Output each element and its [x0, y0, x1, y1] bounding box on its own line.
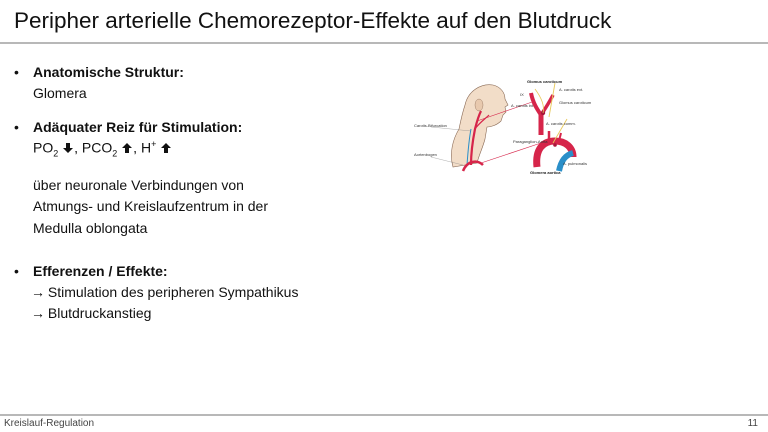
arrow-right-icon: →: [31, 284, 45, 300]
arrow-up-icon: [160, 142, 172, 154]
chemoreceptor-figure: [413, 75, 591, 175]
efferent-text-2: Blutdruckanstieg: [47, 305, 152, 321]
label-glomus-small: Glomus caroticum: [559, 100, 591, 105]
label-glomera-aortica: Glomera aortica: [530, 170, 561, 175]
bullet-anatomy: •: [14, 64, 19, 80]
arrow-right-icon: →: [31, 305, 45, 321]
anatomy-label: Anatomische Struktur:: [33, 64, 184, 80]
label-roman-ix: IX: [520, 92, 524, 97]
h-ion-text: , H: [133, 139, 152, 156]
pco2-subscript: 2: [112, 148, 118, 159]
pco2-text: , PCO: [74, 139, 113, 156]
label-aortenbogen: Aortenbogen: [414, 152, 437, 157]
label-carotis-ext: A. carotis ext.: [559, 87, 584, 92]
label-pulmonalis: A. pulmonalis: [563, 161, 588, 166]
po2-subscript: 2: [53, 148, 59, 159]
bullet-stimulus: •: [14, 119, 19, 135]
glomera-aortica-dot: [553, 143, 557, 147]
po2-text: PO: [33, 139, 54, 156]
efferent-line-2: [31, 305, 151, 321]
arrow-up-icon: [121, 142, 133, 154]
bullet-efferents: •: [14, 263, 19, 279]
footer-title: Kreislauf-Regulation: [4, 418, 95, 429]
pointer-line: [481, 143, 541, 163]
title-divider: [0, 42, 768, 44]
h-ion-superscript: +: [151, 139, 157, 149]
label-carotis-comm: A. carotis comm.: [546, 121, 576, 126]
efferent-line-1: [31, 284, 298, 300]
footer-divider: [0, 414, 768, 416]
efferents-label: Efferenzen / Effekte:: [33, 263, 168, 279]
stimulus-line-1: über neuronale Verbindungen von: [33, 177, 244, 193]
label-paraganglion: Paraganglion-Aorta: [513, 139, 548, 144]
label-carotis-bifurcation: Carotis-Bifurcation: [414, 123, 447, 128]
stimulus-formula: [33, 139, 172, 158]
page-number: 11: [747, 418, 758, 429]
stimulus-line-2: Atmungs- und Kreislaufzentrum in der: [33, 198, 268, 214]
arrow-down-icon: [62, 142, 74, 154]
stimulus-label: Adäquater Reiz für Stimulation:: [33, 119, 243, 135]
label-carotis-int: A. carotis int.: [511, 103, 535, 108]
stimulus-line-3: Medulla oblongata: [33, 220, 148, 236]
head-silhouette: [451, 85, 508, 167]
label-glomus-caroticum: Glomus caroticum: [527, 79, 563, 84]
efferent-text-1: Stimulation des peripheren Sympathikus: [47, 284, 299, 300]
ear-shape: [475, 99, 483, 111]
anatomy-text: Glomera: [33, 85, 87, 101]
slide-title: Peripher arterielle Chemorezeptor-Effekte auf den Blutdruck: [14, 8, 612, 33]
